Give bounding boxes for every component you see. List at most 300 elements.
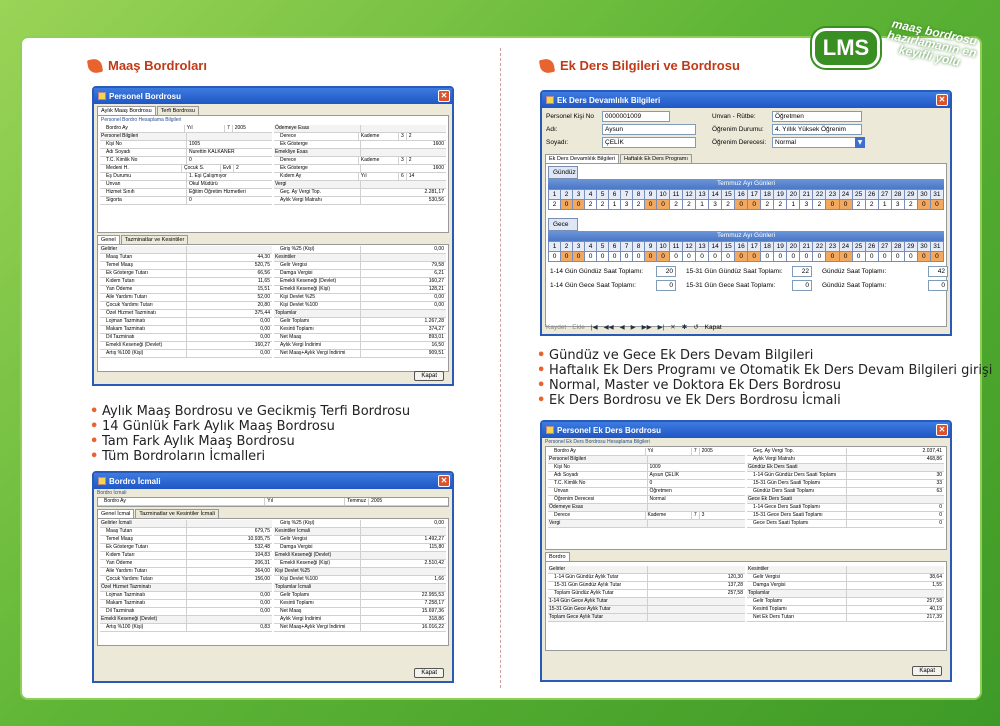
section-title-text: Maaş Bordroları: [108, 58, 207, 73]
hour-cell[interactable]: 0: [696, 252, 709, 262]
day-header-row: [549, 242, 944, 252]
row-label: Gündüz Ek Ders Saati: [748, 464, 798, 470]
tab-0[interactable]: Genel: [97, 235, 120, 244]
total-field[interactable]: 0: [928, 280, 948, 291]
field-row: [548, 520, 745, 528]
value-row: [100, 270, 272, 278]
value-row: [747, 464, 944, 472]
hour-cell[interactable]: 0: [645, 200, 657, 210]
value-row: [100, 544, 272, 552]
hour-cell[interactable]: 1: [787, 200, 800, 210]
hour-cell[interactable]: 0: [585, 252, 597, 262]
value-row: [747, 520, 944, 528]
row-label: Özel Hizmet Tazminatı: [106, 310, 156, 316]
total-field[interactable]: 0: [792, 280, 812, 291]
day-cell: 10: [657, 190, 670, 200]
close-button[interactable]: Kapat: [414, 371, 444, 381]
nav-icon-6[interactable]: ✕: [670, 324, 676, 331]
row-label: Emekli Keseneği (Devlet): [101, 616, 158, 622]
day-cell: 3: [573, 242, 585, 252]
save-button[interactable]: Kaydet: [546, 323, 567, 331]
row-label: Toplamlar: [748, 590, 770, 596]
row-label: Emekli Keseneği (Kişi): [280, 560, 331, 566]
day-cell: 1: [549, 242, 561, 252]
day-cell: 1: [549, 190, 561, 200]
field-row: [548, 448, 745, 456]
nav-icon-1[interactable]: ◀◀: [603, 324, 614, 331]
value-row: [100, 560, 272, 568]
tab-1[interactable]: Tazminatlar ve Kesintiler: [121, 235, 189, 244]
label-unvan: Unvan - Rütbe:: [712, 113, 756, 120]
hour-cell[interactable]: 0: [645, 252, 657, 262]
hour-cell[interactable]: 3: [621, 200, 633, 210]
field-label: Kişi No: [554, 464, 570, 470]
total-field[interactable]: 20: [656, 266, 676, 277]
field-value[interactable]: Aysun ÇELİK: [647, 472, 746, 479]
hour-cell[interactable]: 0: [748, 200, 761, 210]
hour-cell[interactable]: 0: [930, 252, 943, 262]
hour-cell[interactable]: 2: [865, 200, 878, 210]
hour-cell[interactable]: 2: [549, 200, 561, 210]
row-value: 63: [846, 488, 945, 495]
nav-icon-0[interactable]: |◀: [590, 324, 598, 331]
row-value: 1,55: [846, 582, 945, 589]
field-value[interactable]: 7: [691, 448, 699, 455]
row-value: 0,00: [186, 608, 272, 615]
row-label: Kesintiler İcmali: [275, 528, 311, 534]
hour-cell[interactable]: 0: [709, 252, 722, 262]
row-value: 2.037,41: [846, 448, 945, 455]
value-row: [747, 504, 944, 512]
tab-1[interactable]: Haftalık Ek Ders Programı: [620, 154, 692, 163]
row-label: Gelir Vergisi: [280, 536, 307, 542]
field-value-2[interactable]: 2005: [232, 125, 272, 132]
field-value[interactable]: [647, 504, 746, 511]
hour-cell[interactable]: 0: [787, 252, 800, 262]
field-value[interactable]: 1600: [360, 141, 446, 148]
day-cell: 5: [597, 242, 609, 252]
row-value: 0: [846, 520, 945, 527]
field-row: [548, 488, 745, 496]
field-value[interactable]: Okul Müdürü: [186, 181, 272, 188]
value-row: [274, 294, 446, 302]
row-value: 520,75: [186, 262, 272, 269]
value-row: [100, 254, 272, 262]
day-cell: 29: [904, 242, 917, 252]
hour-cell[interactable]: 0: [826, 200, 839, 210]
hour-cell[interactable]: 0: [633, 252, 645, 262]
hour-cell[interactable]: 2: [774, 200, 787, 210]
field-value-2[interactable]: 3: [699, 512, 745, 519]
kisi-no-field[interactable]: 0000001009: [602, 111, 670, 122]
feature-item: • Normal, Master ve Doktora Ek Ders Bordrosu: [537, 378, 992, 393]
hour-cell[interactable]: 0: [878, 252, 891, 262]
hour-cell[interactable]: 0: [735, 252, 748, 262]
total-label: Gündüz Saat Toplamı:: [822, 282, 887, 289]
hour-cell[interactable]: 1: [696, 200, 709, 210]
field-value[interactable]: 0: [186, 197, 272, 204]
value-row: [100, 310, 272, 318]
field-value[interactable]: [647, 520, 746, 527]
hour-cell[interactable]: 0: [561, 252, 573, 262]
value-row: [548, 566, 745, 574]
row-value: 10.935,75: [186, 536, 272, 543]
row-value: 257,58: [846, 598, 945, 605]
field-label: Derece: [280, 157, 297, 163]
soyadi-field[interactable]: ÇELİK: [602, 137, 696, 148]
field-value[interactable]: 7: [691, 512, 699, 519]
field-value-2[interactable]: 2: [406, 133, 446, 140]
field-value-2[interactable]: 14: [406, 173, 446, 180]
field-row: [100, 173, 272, 181]
chevron-down-icon[interactable]: ▼: [855, 137, 865, 148]
ogrenim-derecesi-select[interactable]: Normal: [772, 137, 858, 148]
nav-icon-2[interactable]: ◀: [619, 324, 625, 331]
close-icon[interactable]: ✕: [936, 94, 948, 106]
value-row: [747, 582, 944, 590]
hour-cell[interactable]: 3: [891, 200, 904, 210]
hour-cell[interactable]: 0: [917, 200, 930, 210]
row-label: 1-14 Gün Gündüz Ders Saati Toplamı: [753, 472, 837, 478]
hour-cell[interactable]: 2: [904, 200, 917, 210]
row-label: 15-31 Gece Ders Saati Toplamı: [753, 512, 823, 518]
field-row: [274, 189, 446, 197]
value-row: [548, 614, 745, 622]
field-value[interactable]: Normal: [647, 496, 746, 503]
close-icon[interactable]: ✕: [936, 424, 948, 436]
unvan-field[interactable]: Öğretmen: [772, 111, 862, 122]
personel-bordrosu-window: [92, 86, 454, 386]
day-cell: 21: [800, 242, 813, 252]
value-row: [274, 568, 446, 576]
field-value[interactable]: Evli: [220, 165, 233, 172]
row-value: 15,51: [186, 286, 272, 293]
hour-cell[interactable]: 2: [670, 200, 683, 210]
row-label: Kıdem Tutarı: [106, 552, 135, 558]
logo-badge: LMS: [812, 28, 880, 68]
value-row: [274, 310, 446, 318]
row-value: 0,00: [186, 592, 272, 599]
row-label: Temel Maaş: [106, 536, 133, 542]
value-row: [100, 286, 272, 294]
row-label: Çocuk Yardımı Tutarı: [106, 576, 153, 582]
add-button[interactable]: Ekle: [572, 323, 585, 331]
field-row: [548, 456, 745, 464]
day-cell: 30: [917, 242, 930, 252]
hour-cell[interactable]: 0: [865, 252, 878, 262]
row-value: 0,83: [186, 624, 272, 631]
hour-cell[interactable]: 2: [633, 200, 645, 210]
field-value[interactable]: 2.281,17: [360, 189, 446, 196]
hour-cell[interactable]: 0: [609, 252, 621, 262]
field-value[interactable]: 0: [186, 157, 272, 164]
hour-cell[interactable]: 0: [682, 252, 695, 262]
value-row: [100, 552, 272, 560]
field-label: Adı Soyadı: [106, 149, 131, 155]
hour-cell[interactable]: 0: [670, 252, 683, 262]
row-value: [846, 496, 945, 503]
hour-cell[interactable]: 0: [597, 252, 609, 262]
header-row: [98, 498, 448, 506]
field-row: [274, 149, 446, 157]
value-row: [274, 278, 446, 286]
total-field[interactable]: 0: [656, 280, 676, 291]
row-label: Damga Vergisi: [280, 270, 313, 276]
field-value[interactable]: Nurettin KALKANER: [186, 149, 272, 156]
hour-cell[interactable]: 3: [709, 200, 722, 210]
row-value: 120,30: [647, 574, 746, 581]
hour-cell[interactable]: 0: [573, 252, 585, 262]
section-title-left: [88, 58, 207, 73]
row-value: 44,30: [186, 254, 272, 261]
field-value[interactable]: 3: [398, 133, 406, 140]
hour-cell[interactable]: 2: [597, 200, 609, 210]
field-value[interactable]: 1600: [360, 165, 446, 172]
value-row: [100, 294, 272, 302]
field-value[interactable]: 3: [398, 157, 406, 164]
field-value[interactable]: [360, 181, 446, 188]
field-value[interactable]: [647, 456, 746, 463]
field-row: [274, 197, 446, 205]
hour-cell[interactable]: 0: [761, 252, 774, 262]
row-value: [846, 464, 945, 471]
field-value[interactable]: Eğitim Öğretim Hizmetleri: [186, 189, 272, 196]
row-label: Net Maaş: [280, 608, 302, 614]
value-row: [747, 614, 944, 622]
field-row: [548, 504, 745, 512]
field-value[interactable]: 530,56: [360, 197, 446, 204]
hour-cell[interactable]: 0: [813, 252, 826, 262]
field-value[interactable]: Öğretmen: [647, 488, 746, 495]
day-cell: 12: [682, 242, 695, 252]
value-row: [747, 590, 944, 598]
nav-icon-8[interactable]: ↺: [693, 324, 699, 331]
row-label: Toplam Gece Aylık Tutar: [549, 614, 604, 620]
close-button[interactable]: Kapat: [704, 323, 722, 331]
close-button[interactable]: Kapat: [912, 666, 942, 676]
row-value: 1,66: [360, 576, 446, 583]
feature-item: • Ek Ders Bordrosu ve Ek Ders Bordrosu İcmali: [537, 393, 992, 408]
header-cell[interactable]: 2005: [368, 498, 448, 505]
day-cell: 27: [878, 242, 891, 252]
bordro-icmali-window: [92, 471, 454, 683]
row-label: Emekli Keseneği (Devlet): [275, 552, 332, 558]
window-icon: [546, 96, 554, 104]
field-row: [274, 125, 446, 133]
value-row: [274, 592, 446, 600]
value-row: [100, 624, 272, 632]
row-label: Temel Maaş: [106, 262, 133, 268]
field-value[interactable]: 1. Eşi Çalışmıyor: [186, 173, 272, 180]
header-cell: Yıl: [264, 498, 344, 505]
hours-row: [549, 200, 944, 210]
adi-field[interactable]: Aysun: [602, 124, 696, 135]
row-label: Gece Ders Saati Toplamı: [753, 520, 809, 526]
field-label: Ek Gösterge: [280, 165, 308, 171]
hour-cell[interactable]: 0: [621, 252, 633, 262]
ek-ders-devamlilik-window: [540, 90, 952, 336]
row-value: 16.016,22: [360, 624, 446, 631]
tab-0[interactable]: Ek Ders Devamlılık Bilgileri: [545, 154, 619, 163]
row-value: [647, 566, 746, 573]
total-field[interactable]: 22: [792, 266, 812, 277]
hour-cell[interactable]: 1: [878, 200, 891, 210]
value-row: [274, 536, 446, 544]
hour-cell[interactable]: 0: [904, 252, 917, 262]
hour-cell[interactable]: 2: [852, 200, 865, 210]
row-label: Yan Ödeme: [106, 286, 133, 292]
nav-icon-5[interactable]: ▶|: [657, 324, 665, 331]
day-cell: 31: [930, 190, 943, 200]
row-value: [360, 584, 446, 591]
field-value-2[interactable]: 2: [406, 157, 446, 164]
value-row: [100, 608, 272, 616]
close-icon[interactable]: ✕: [438, 90, 450, 102]
nav-icon-7[interactable]: ✱: [681, 324, 688, 331]
feature-item: • Haftalık Ek Ders Programı ve Otomatik Ek Ders Devam Bilgileri girişi: [537, 363, 992, 378]
hour-cell[interactable]: 0: [748, 252, 761, 262]
hour-cell[interactable]: 0: [891, 252, 904, 262]
tab-bordro[interactable]: Bordro: [545, 552, 570, 561]
field-value[interactable]: 7: [224, 125, 232, 132]
field-label: Öğrenim Derecesi: [554, 496, 595, 502]
hour-cell[interactable]: 0: [930, 200, 943, 210]
field-value-2[interactable]: 2: [233, 165, 272, 172]
value-row: [747, 598, 944, 606]
hour-cell[interactable]: 2: [761, 200, 774, 210]
field-value-2[interactable]: 2005: [699, 448, 745, 455]
row-value: [846, 566, 945, 573]
value-row: [274, 552, 446, 560]
row-value: 364,00: [186, 568, 272, 575]
value-row: [100, 350, 272, 358]
header-cell[interactable]: Temmuz: [344, 498, 368, 505]
nav-icon-4[interactable]: ▶▶: [641, 324, 652, 331]
hour-cell[interactable]: 2: [585, 200, 597, 210]
row-label: Dil Tazminatı: [106, 334, 135, 340]
month-band-gunduz: Temmuz Ayı Günleri: [548, 179, 944, 189]
total-field[interactable]: 42: [928, 266, 948, 277]
window-titlebar: [94, 473, 452, 489]
row-value: 66,56: [186, 270, 272, 277]
feature-item: • Gündüz ve Gece Ek Ders Devam Bilgileri: [537, 348, 992, 363]
row-label: Toplam Gündüz Aylık Tutar: [554, 590, 614, 596]
day-cell: 26: [865, 190, 878, 200]
field-value[interactable]: 6: [398, 173, 406, 180]
day-cell: 24: [839, 242, 852, 252]
hour-cell[interactable]: 0: [839, 200, 852, 210]
field-label: T.C. Kimlik No: [554, 480, 586, 486]
day-cell: 2: [561, 190, 573, 200]
field-label: Derece: [554, 512, 571, 518]
row-value: 468,86: [846, 456, 945, 463]
hour-cell[interactable]: 0: [839, 252, 852, 262]
value-row: [274, 544, 446, 552]
field-value[interactable]: 1009: [647, 464, 746, 471]
value-row: [100, 246, 272, 254]
day-cell: 25: [852, 190, 865, 200]
field-row: [548, 464, 745, 472]
hour-cell[interactable]: 0: [561, 200, 573, 210]
value-row: [274, 520, 446, 528]
hour-cell[interactable]: 0: [800, 252, 813, 262]
value-row: [100, 262, 272, 270]
day-cell: 31: [930, 242, 943, 252]
hour-cell[interactable]: 0: [573, 200, 585, 210]
field-row: [100, 197, 272, 205]
hour-cell[interactable]: 0: [549, 252, 561, 262]
field-value[interactable]: 0: [647, 480, 746, 487]
rocket-icon: [87, 57, 103, 73]
window-icon: [546, 426, 554, 434]
field-value[interactable]: [186, 133, 272, 140]
close-icon[interactable]: ✕: [438, 475, 450, 487]
field-value[interactable]: 1005: [186, 141, 272, 148]
day-cell: 24: [839, 190, 852, 200]
value-row: [548, 574, 745, 582]
field-row: [100, 165, 272, 173]
hour-cell[interactable]: 2: [722, 200, 735, 210]
day-cell: 17: [748, 190, 761, 200]
row-value: 16,50: [360, 342, 446, 349]
nav-icon-3[interactable]: ▶: [630, 324, 636, 331]
day-cell: 6: [609, 190, 621, 200]
hour-cell[interactable]: 0: [826, 252, 839, 262]
value-row: [274, 616, 446, 624]
hour-cell[interactable]: 2: [813, 200, 826, 210]
field-label: Personel Bilgileri: [101, 133, 139, 139]
field-value[interactable]: [360, 149, 446, 156]
row-value: 30: [846, 472, 945, 479]
row-label: Gündüz Ders Saati Toplamı: [753, 488, 815, 494]
hour-cell[interactable]: 0: [657, 252, 670, 262]
day-cell: 28: [891, 190, 904, 200]
hour-cell[interactable]: 0: [657, 200, 670, 210]
hour-cell[interactable]: 2: [682, 200, 695, 210]
row-value: 374,27: [360, 326, 446, 333]
day-cell: 18: [761, 190, 774, 200]
tab-0[interactable]: Genel İcmal: [97, 509, 134, 518]
tab-1[interactable]: Tazminatlar ve Kesintiler İcmali: [135, 509, 219, 518]
hour-cell[interactable]: 0: [774, 252, 787, 262]
value-row: [274, 302, 446, 310]
field-value[interactable]: [360, 125, 446, 132]
day-cell: 14: [709, 190, 722, 200]
window-icon: [98, 92, 106, 100]
field-label: Aylık Vergi Matrahı: [280, 197, 322, 203]
row-label: Kesinti Toplamı: [280, 600, 314, 606]
tab-0[interactable]: Aylık Maaş Bordrosu: [97, 106, 156, 115]
tab-1[interactable]: Terfi Bordrosu: [157, 106, 199, 115]
hour-cell[interactable]: 0: [852, 252, 865, 262]
value-row: [747, 566, 944, 574]
field-label: Unvan: [554, 488, 569, 494]
label-soyadi: Soyadı:: [546, 139, 569, 146]
day-cell: 15: [722, 190, 735, 200]
row-value: [360, 254, 446, 261]
value-row: [100, 334, 272, 342]
hour-cell[interactable]: 0: [917, 252, 930, 262]
hour-cell[interactable]: 0: [722, 252, 735, 262]
logo-tagline: maaş bordrosu hazırlamanın en keyifli yolu: [886, 16, 979, 70]
hour-cell[interactable]: 3: [800, 200, 813, 210]
close-button[interactable]: Kapat: [414, 668, 444, 678]
hour-cell[interactable]: 0: [735, 200, 748, 210]
field-label: Vergi: [549, 520, 561, 526]
row-label: Artış %100 (Kişi): [106, 350, 144, 356]
ogrenim-durumu-field[interactable]: 4. Yıllık Yüksek Öğrenim: [772, 124, 862, 135]
hour-cell[interactable]: 1: [609, 200, 621, 210]
